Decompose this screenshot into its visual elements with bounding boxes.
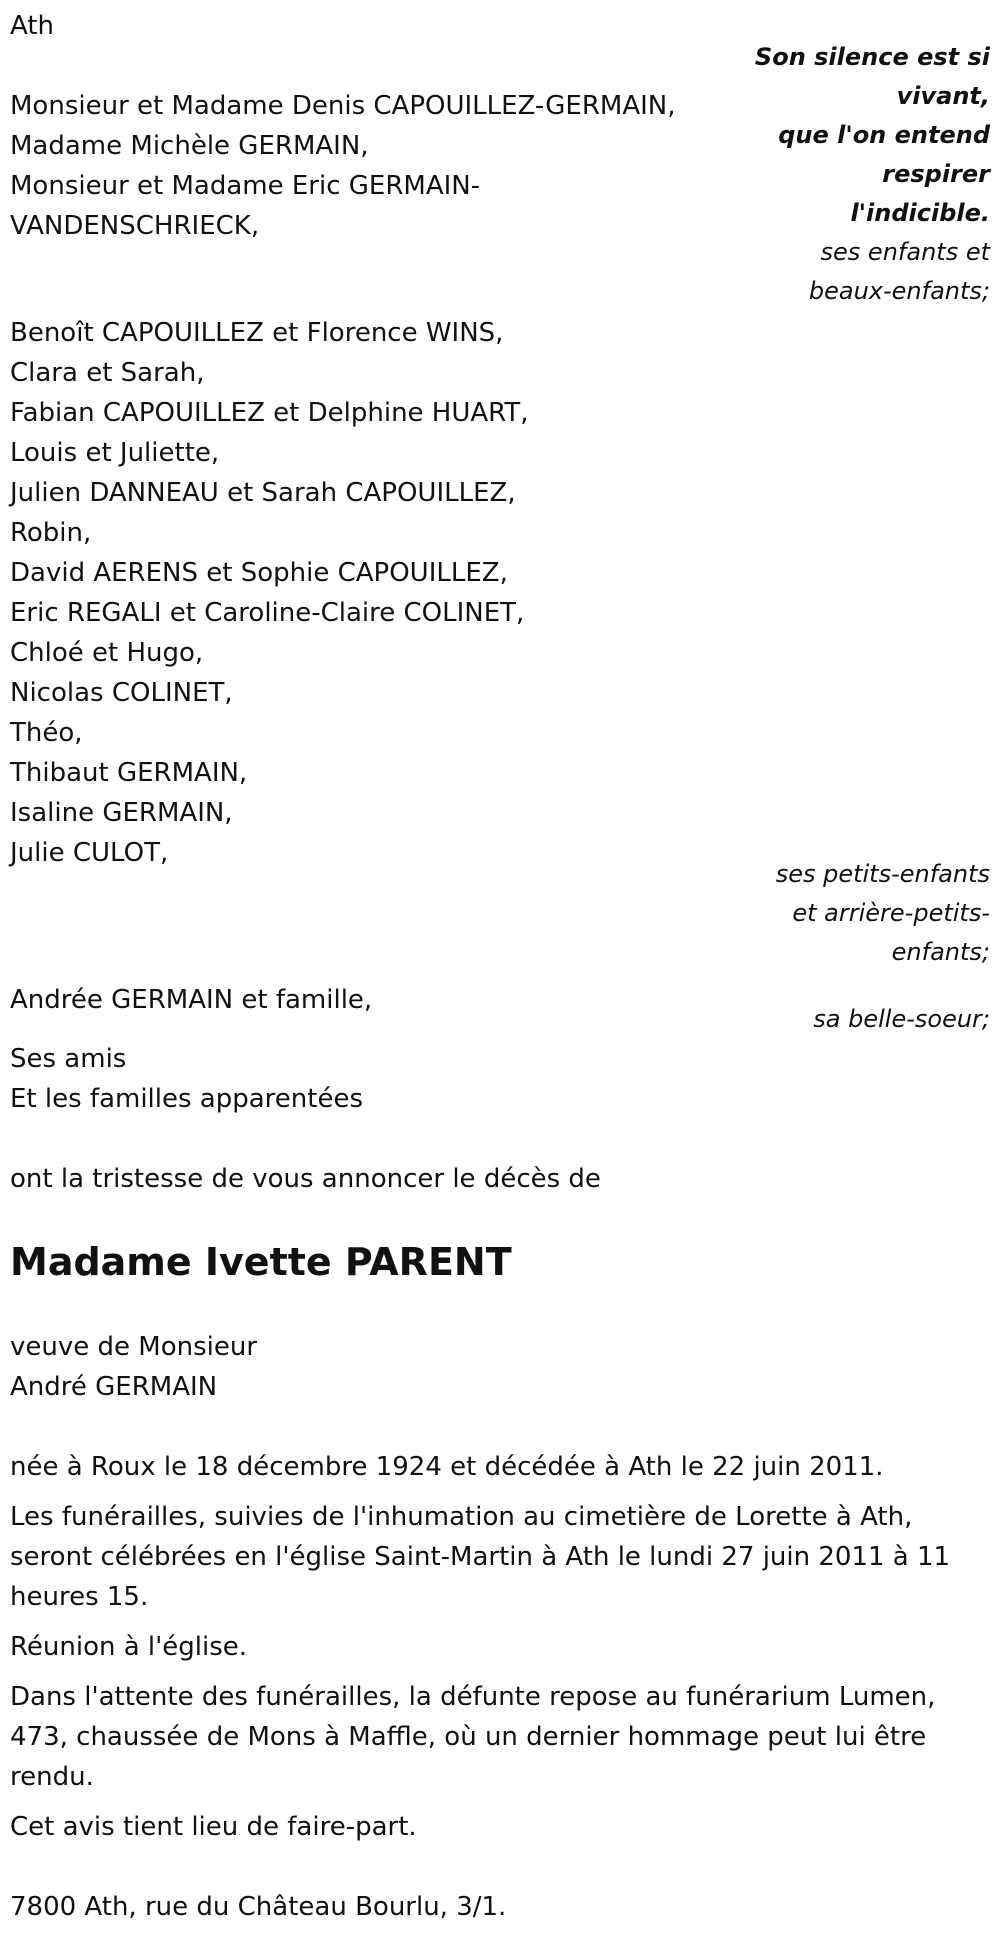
city-header: Ath — [10, 11, 55, 41]
widow-of-line-1: veuve de Monsieur — [10, 1332, 258, 1362]
children-line-2: Madame Michèle GERMAIN, — [10, 131, 369, 161]
grandchildren-line-2: Clara et Sarah, — [10, 358, 205, 388]
sister-in-law-line: Andrée GERMAIN et famille, — [10, 985, 373, 1015]
birth-death-line: née à Roux le 18 décembre 1924 et décédée à Ath le 22 juin 2011. — [10, 1452, 884, 1482]
quote-line-3: que l'on entend — [778, 121, 990, 149]
grandchildren-line-14: Julie CULOT, — [10, 838, 169, 868]
quote-line-5: l'indicible. — [850, 199, 990, 227]
quote-line-2: vivant, — [896, 82, 990, 110]
grandchildren-line-4: Louis et Juliette, — [10, 438, 220, 468]
funeral-line-3: heures 15. — [10, 1582, 149, 1612]
address-line: 7800 Ath, rue du Château Bourlu, 3/1. — [10, 1892, 507, 1922]
grandchildren-line-1: Benoît CAPOUILLEZ et Florence WINS, — [10, 318, 504, 348]
funeral-line-1: Les funérailles, suivies de l'inhumation au cimetière de Lorette à Ath, — [10, 1502, 913, 1532]
grandchildren-role-line-1: ses petits-enfants — [775, 860, 990, 888]
others-line-2: Et les familles apparentées — [10, 1084, 364, 1114]
repose-line-2: 473, chaussée de Mons à Maffle, où un dernier hommage peut lui être — [10, 1722, 927, 1752]
grandchildren-line-12: Thibaut GERMAIN, — [10, 758, 248, 788]
grandchildren-line-8: Eric REGALI et Caroline-Claire COLINET, — [10, 598, 525, 628]
repose-line-1: Dans l'attente des funérailles, la défunte repose au funérarium Lumen, — [10, 1682, 936, 1712]
widow-of-line-2: André GERMAIN — [10, 1372, 218, 1402]
deceased-name: Madame Ivette PARENT — [10, 1240, 512, 1284]
announcement-line: ont la tristesse de vous annoncer le décès de — [10, 1164, 601, 1194]
children-role-line-1: ses enfants et — [820, 238, 990, 266]
others-line-1: Ses amis — [10, 1044, 127, 1074]
grandchildren-role-line-2: et arrière-petits- — [792, 899, 990, 927]
children-line-3: Monsieur et Madame Eric GERMAIN- — [10, 171, 481, 201]
grandchildren-line-6: Robin, — [10, 518, 92, 548]
grandchildren-line-11: Théo, — [10, 718, 83, 748]
repose-line-3: rendu. — [10, 1762, 94, 1792]
grandchildren-line-7: David AERENS et Sophie CAPOUILLEZ, — [10, 558, 508, 588]
children-role-line-2: beaux-enfants; — [808, 277, 990, 305]
grandchildren-role-line-3: enfants; — [891, 938, 990, 966]
grandchildren-line-3: Fabian CAPOUILLEZ et Delphine HUART, — [10, 398, 529, 428]
notice-line: Cet avis tient lieu de faire-part. — [10, 1812, 417, 1842]
grandchildren-line-13: Isaline GERMAIN, — [10, 798, 233, 828]
grandchildren-line-5: Julien DANNEAU et Sarah CAPOUILLEZ, — [10, 478, 516, 508]
sister-in-law-role: sa belle-soeur; — [813, 1005, 990, 1033]
grandchildren-line-9: Chloé et Hugo, — [10, 638, 204, 668]
children-line-1: Monsieur et Madame Denis CAPOUILLEZ-GERMAIN, — [10, 91, 676, 121]
funeral-line-2: seront célébrées en l'église Saint-Martin à Ath le lundi 27 juin 2011 à 11 — [10, 1542, 951, 1572]
grandchildren-line-10: Nicolas COLINET, — [10, 678, 233, 708]
quote-line-1: Son silence est si — [754, 43, 990, 71]
meeting-line: Réunion à l'église. — [10, 1632, 248, 1662]
quote-line-4: respirer — [882, 160, 990, 188]
children-line-4: VANDENSCHRIECK, — [10, 211, 260, 241]
